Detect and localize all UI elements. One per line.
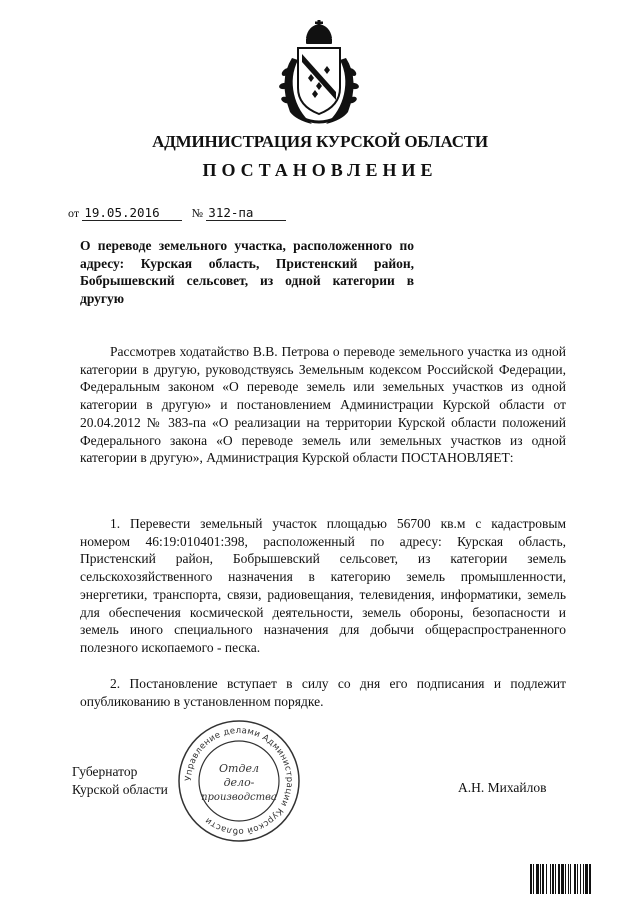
office-stamp: [176, 718, 302, 844]
signatory-name: А.Н. Михайлов: [458, 780, 547, 795]
barcode-bar: [558, 864, 560, 894]
barcode-bar: [540, 864, 541, 894]
barcode-bar: [536, 864, 539, 894]
signatory-role: [72, 763, 168, 799]
document-date: 19.05.2016: [82, 205, 182, 221]
stamp-center-line1: Отдел: [219, 762, 259, 775]
barcode-bar: [580, 864, 581, 894]
barcode-bar: [583, 864, 584, 894]
signatory-role-line1: Губернатор: [72, 764, 138, 779]
barcode-bar: [570, 864, 571, 894]
body-paragraph-item-1: 1. Перевести земельный участок площадью 56700 кв.м с кадастровым номером 46:19:010401:398, расположенный по адресу: Курская область, Пристенский район, Бобрышевский сельсовет, из категории земель сельскохозяйственного назначения в категорию земель промышленности, энергетики, транспорта, связи, радиовещания, телевидения, информатики, земель для обеспечения космической деятельности, земель обороны, безопасности и земель иного специального назначения для добычи общераспространенного полезного ископаемого - песка.: [80, 516, 566, 655]
body-paragraph-preamble: Рассмотрев ходатайство В.В. Петрова о переводе земельного участка из одной категории в другую, руководствуясь Земельным кодексом Российской Федерации, Федеральным законом «О переводе земель или земельных участков из одной категории в другую» и постановлением Администрации Курской области от 20.04.2012 № 383-па «О реализации на территории Курской области положений Федерального закона «О переводе земель или земельных участков из одной категории в другую», Администрация Курской области ПОСТАНОВЛЯЕТ:: [80, 344, 566, 466]
signatory-role-line2: Курской области: [72, 782, 168, 797]
barcode-bar: [533, 864, 534, 894]
barcode-bar: [565, 864, 566, 894]
document-subject: О переводе земельного участка, расположенного по адресу: Курская область, Пристенский район, Бобрышевский сельсовет, из одной категории в другую: [80, 238, 414, 306]
barcode: [530, 864, 628, 894]
barcode-bar: [542, 864, 544, 894]
barcode-bar: [550, 864, 551, 894]
barcode-bar: [546, 864, 547, 894]
barcode-bar: [577, 864, 578, 894]
document-type-title: ПОСТАНОВЛЕНИЕ: [202, 160, 438, 180]
barcode-bar: [574, 864, 576, 894]
date-prefix: от: [68, 206, 80, 220]
barcode-bar: [530, 864, 532, 894]
number-prefix: №: [191, 206, 204, 220]
organization-title: АДМИНИСТРАЦИЯ КУРСКОЙ ОБЛАСТИ: [152, 132, 488, 151]
barcode-bar: [561, 864, 564, 894]
stamp-center-line2: дело-: [223, 776, 255, 789]
barcode-bar: [568, 864, 569, 894]
barcode-bar: [585, 864, 588, 894]
stamp-center-line3: производства: [201, 792, 277, 803]
stamp-ring-text: Управление делами Администрации Курской области: [183, 725, 295, 837]
body-paragraph-item-2: 2. Постановление вступает в силу со дня его подписания и подлежит опубликованию в установленном порядке.: [80, 676, 566, 709]
document-number: 312-па: [206, 205, 286, 221]
document-number-line: [68, 205, 286, 221]
barcode-bar: [589, 864, 591, 894]
barcode-bar: [552, 864, 554, 894]
barcode-bar: [555, 864, 556, 894]
coat-of-arms-emblem: [272, 20, 366, 128]
